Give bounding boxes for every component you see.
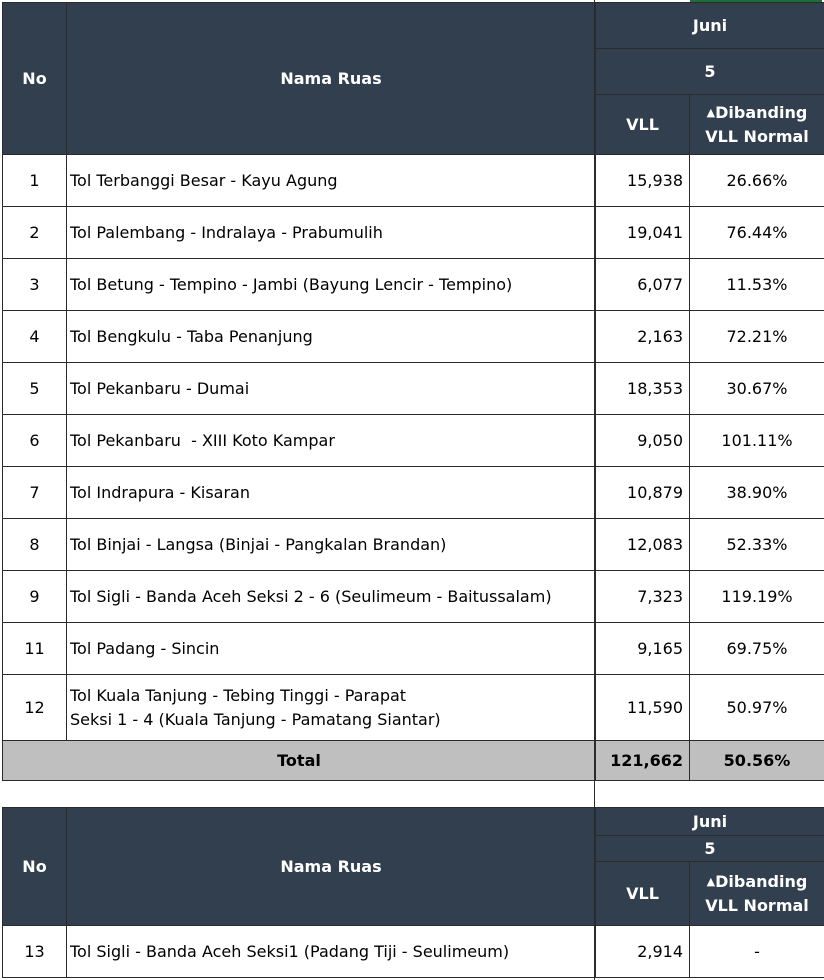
header-vll: VLL <box>596 862 690 926</box>
header-nama-ruas: Nama Ruas <box>67 808 596 926</box>
row-name: Tol Bengkulu - Taba Penanjung <box>67 311 596 363</box>
table-row <box>3 623 824 675</box>
row-no: 5 <box>3 363 67 415</box>
row-vll: 18,353 <box>596 363 690 415</box>
row-vll: 6,077 <box>596 259 690 311</box>
header-month: Juni <box>596 808 824 836</box>
table-row <box>3 467 824 519</box>
row-name: Tol Terbanggi Besar - Kayu Agung <box>67 155 596 207</box>
row-no: 13 <box>3 926 67 978</box>
table-row <box>3 207 824 259</box>
table-row <box>3 675 824 741</box>
row-no: 2 <box>3 207 67 259</box>
row-pct: 30.67% <box>690 363 824 415</box>
up-arrow-icon: ▲ <box>706 874 716 888</box>
row-name: Tol Binjai - Langsa (Binjai - Pangkalan Brandan) <box>67 519 596 571</box>
row-pct: 72.21% <box>690 311 824 363</box>
row-name-line2: Seksi 1 - 4 (Kuala Tanjung - Pamatang Siantar) <box>70 709 441 729</box>
row-no: 3 <box>3 259 67 311</box>
table-row <box>3 155 824 207</box>
table-row <box>3 415 824 467</box>
header-vll: VLL <box>596 95 690 155</box>
row-vll: 2,914 <box>596 926 690 978</box>
row-name-line1: Tol Kuala Tanjung - Tebing Tinggi - Parapat <box>70 685 407 705</box>
row-name: Tol Palembang - Indralaya - Prabumulih <box>67 207 596 259</box>
row-pct: 101.11% <box>690 415 824 467</box>
header-no: No <box>3 808 67 926</box>
row-vll: 15,938 <box>596 155 690 207</box>
total-vll: 121,662 <box>596 741 690 781</box>
table-row <box>3 519 824 571</box>
header-dibanding <box>690 862 824 926</box>
row-no: 1 <box>3 155 67 207</box>
row-pct: 50.97% <box>690 675 824 741</box>
header-month: Juni <box>596 3 824 49</box>
row-no: 8 <box>3 519 67 571</box>
header-dibanding-label: Dibanding <box>715 102 808 122</box>
total-pct: 50.56% <box>690 741 824 781</box>
header-day: 5 <box>596 836 824 862</box>
table-row <box>3 311 824 363</box>
header-nama-ruas: Nama Ruas <box>67 3 596 155</box>
row-pct: - <box>690 926 824 978</box>
row-name <box>67 675 596 741</box>
row-pct: 52.33% <box>690 519 824 571</box>
row-pct: 11.53% <box>690 259 824 311</box>
table-row <box>3 926 824 978</box>
row-name: Tol Sigli - Banda Aceh Seksi1 (Padang Tiji - Seulimeum) <box>67 926 596 978</box>
row-name: Tol Sigli - Banda Aceh Seksi 2 - 6 (Seulimeum - Baitussalam) <box>67 571 596 623</box>
row-name: Tol Betung - Tempino - Jambi (Bayung Lencir - Tempino) <box>67 259 596 311</box>
row-vll: 11,590 <box>596 675 690 741</box>
table-row <box>3 259 824 311</box>
row-pct: 76.44% <box>690 207 824 259</box>
row-no: 6 <box>3 415 67 467</box>
row-no: 4 <box>3 311 67 363</box>
row-pct: 119.19% <box>690 571 824 623</box>
row-vll: 10,879 <box>596 467 690 519</box>
header-no: No <box>3 3 67 155</box>
row-name: Tol Pekanbaru - Dumai <box>67 363 596 415</box>
row-pct: 69.75% <box>690 623 824 675</box>
row-vll: 7,323 <box>596 571 690 623</box>
row-pct: 26.66% <box>690 155 824 207</box>
row-no: 12 <box>3 675 67 741</box>
traffic-table-main <box>2 2 824 781</box>
row-vll: 12,083 <box>596 519 690 571</box>
up-arrow-icon: ▲ <box>706 105 716 119</box>
row-pct: 38.90% <box>690 467 824 519</box>
header-vll-normal: VLL Normal <box>705 895 809 915</box>
row-vll: 2,163 <box>596 311 690 363</box>
traffic-table-secondary <box>2 807 824 978</box>
row-no: 9 <box>3 571 67 623</box>
header-dibanding-label: Dibanding <box>715 871 808 891</box>
table-row <box>3 571 824 623</box>
header-day: 5 <box>596 49 824 95</box>
row-name: Tol Pekanbaru - XIII Koto Kampar <box>67 415 596 467</box>
row-no: 7 <box>3 467 67 519</box>
row-name: Tol Indrapura - Kisaran <box>67 467 596 519</box>
row-vll: 19,041 <box>596 207 690 259</box>
sheet-divider <box>594 0 595 980</box>
header-vll-normal: VLL Normal <box>705 126 809 146</box>
row-vll: 9,165 <box>596 623 690 675</box>
header-dibanding <box>690 95 824 155</box>
total-label: Total <box>3 741 596 781</box>
row-vll: 9,050 <box>596 415 690 467</box>
row-no: 11 <box>3 623 67 675</box>
table-row <box>3 363 824 415</box>
row-name: Tol Padang - Sincin <box>67 623 596 675</box>
total-row <box>3 741 824 781</box>
